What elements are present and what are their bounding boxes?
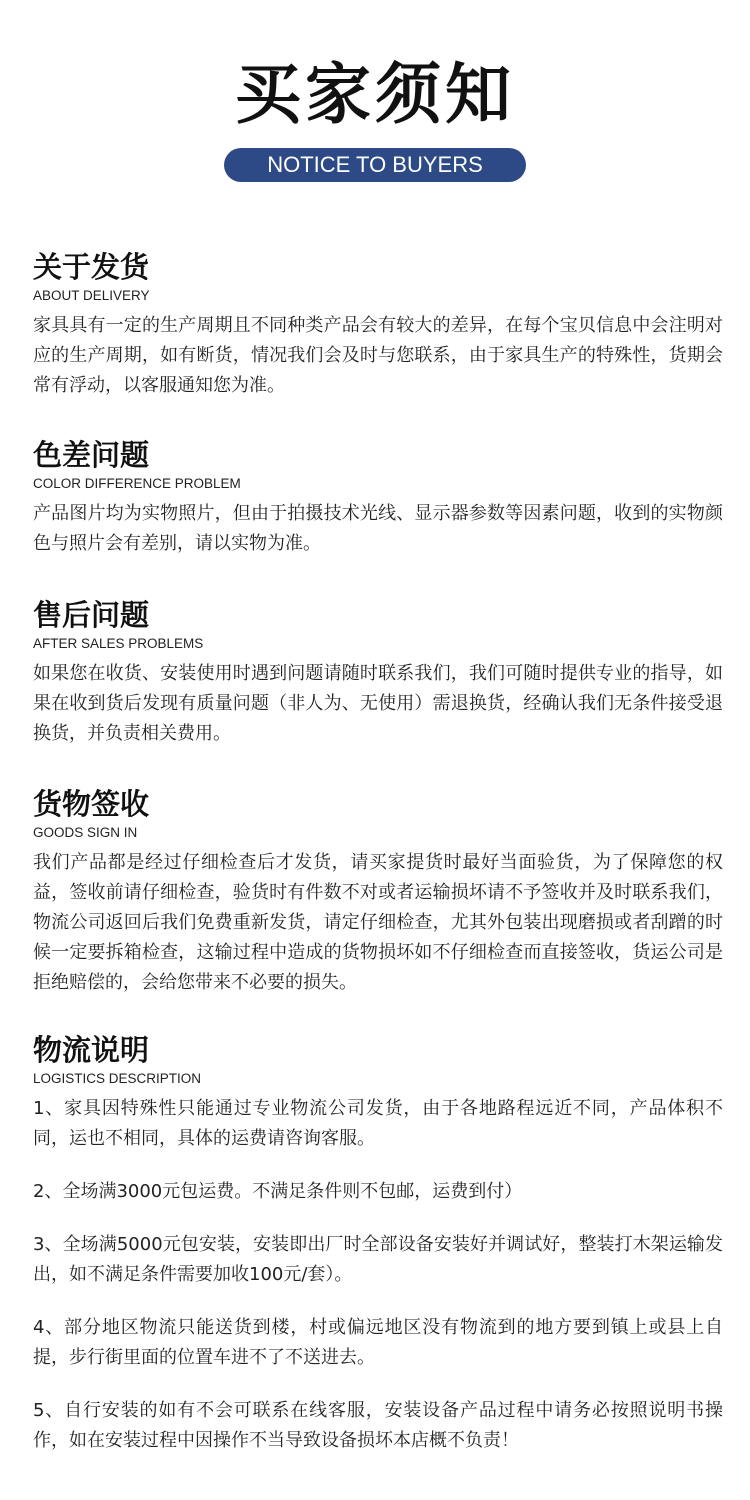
- section-color-difference: [33, 438, 723, 559]
- section-title: 关于发货: [33, 250, 150, 284]
- subtitle-banner: NOTICE TO BUYERS: [224, 148, 526, 182]
- section-logistics: [33, 1033, 723, 1456]
- section-subtitle: AFTER SALES PROBLEMS: [33, 636, 204, 651]
- section-body: [33, 499, 723, 559]
- paragraph: 家具具有一定的生产周期且不同种类产品会有较大的差异，在每个宝贝信息中会注明对应的生产周期，如有断货，情况我们会及时与您联系，由于家具生产的特殊性，货期会常有浮动，以客服通知您为准。: [33, 315, 723, 396]
- paragraph: 3、全场满5000元包安装，安装即出厂时全部设备安装好并调试好，整装打木架运输发出，如不满足条件需要加收100元/套）。: [33, 1234, 723, 1285]
- paragraph: 2、全场满3000元包运费。不满足条件则不包邮，运费到付）: [33, 1181, 523, 1202]
- section-body: [33, 311, 723, 401]
- section-body: [33, 659, 723, 749]
- section-subtitle: ABOUT DELIVERY: [33, 288, 150, 303]
- paragraph: 5、自行安装的如有不会可联系在线客服，安装设备产品过程中请务必按照说明书操作，如在安装过程中因操作不当导致设备损坏本店概不负责！: [33, 1400, 723, 1451]
- paragraph: 4、部分地区物流只能送货到楼，村或偏远地区没有物流到的地方要到镇上或县上自提，步行街里面的位置车进不了不送进去。: [33, 1317, 723, 1368]
- section-title: 色差问题: [33, 438, 150, 472]
- section-body: [33, 848, 723, 998]
- section-after-sales: [33, 598, 723, 749]
- section-goods-sign-in: [33, 787, 723, 998]
- section-title: 售后问题: [33, 598, 150, 632]
- section-subtitle: LOGISTICS DESCRIPTION: [33, 1071, 202, 1086]
- paragraph: 如果您在收货、安装使用时遇到问题请随时联系我们，我们可随时提供专业的指导，如果在收到货后发现有质量问题（非人为、无使用）需退换货，经确认我们无条件接受退换货，并负责相关费用。: [33, 663, 723, 744]
- section-subtitle: COLOR DIFFERENCE PROBLEM: [33, 476, 241, 491]
- paragraph: 1、家具因特殊性只能通过专业物流公司发货，由于各地路程远近不同，产品体积不同，运也不相同，具体的运费请咨询客服。: [33, 1098, 723, 1149]
- paragraph: 产品图片均为实物照片，但由于拍摄技术光线、显示器参数等因素问题，收到的实物颜色与照片会有差别，请以实物为准。: [33, 503, 723, 554]
- section-title: 货物签收: [33, 787, 150, 821]
- section-title: 物流说明: [33, 1033, 150, 1067]
- section-subtitle: GOODS SIGN IN: [33, 825, 138, 840]
- section-body: [33, 1094, 723, 1456]
- paragraph: 我们产品都是经过仔细检查后才发货，请买家提货时最好当面验货，为了保障您的权益，签收前请仔细检查，验货时有件数不对或者运输损坏请不予签收并及时联系我们，物流公司返回后我们免费重新发货，请定仔细检查，尤其外包装出现磨损或者刮蹭的时候一定要拆箱检查，这输过程中造成的货物损坏如不仔细检查而直接签收，货运公司是拒绝赔偿的，会给您带来不必要的损失。: [33, 852, 723, 993]
- section-about-delivery: [33, 250, 723, 401]
- page-title: 买家须知: [235, 56, 515, 133]
